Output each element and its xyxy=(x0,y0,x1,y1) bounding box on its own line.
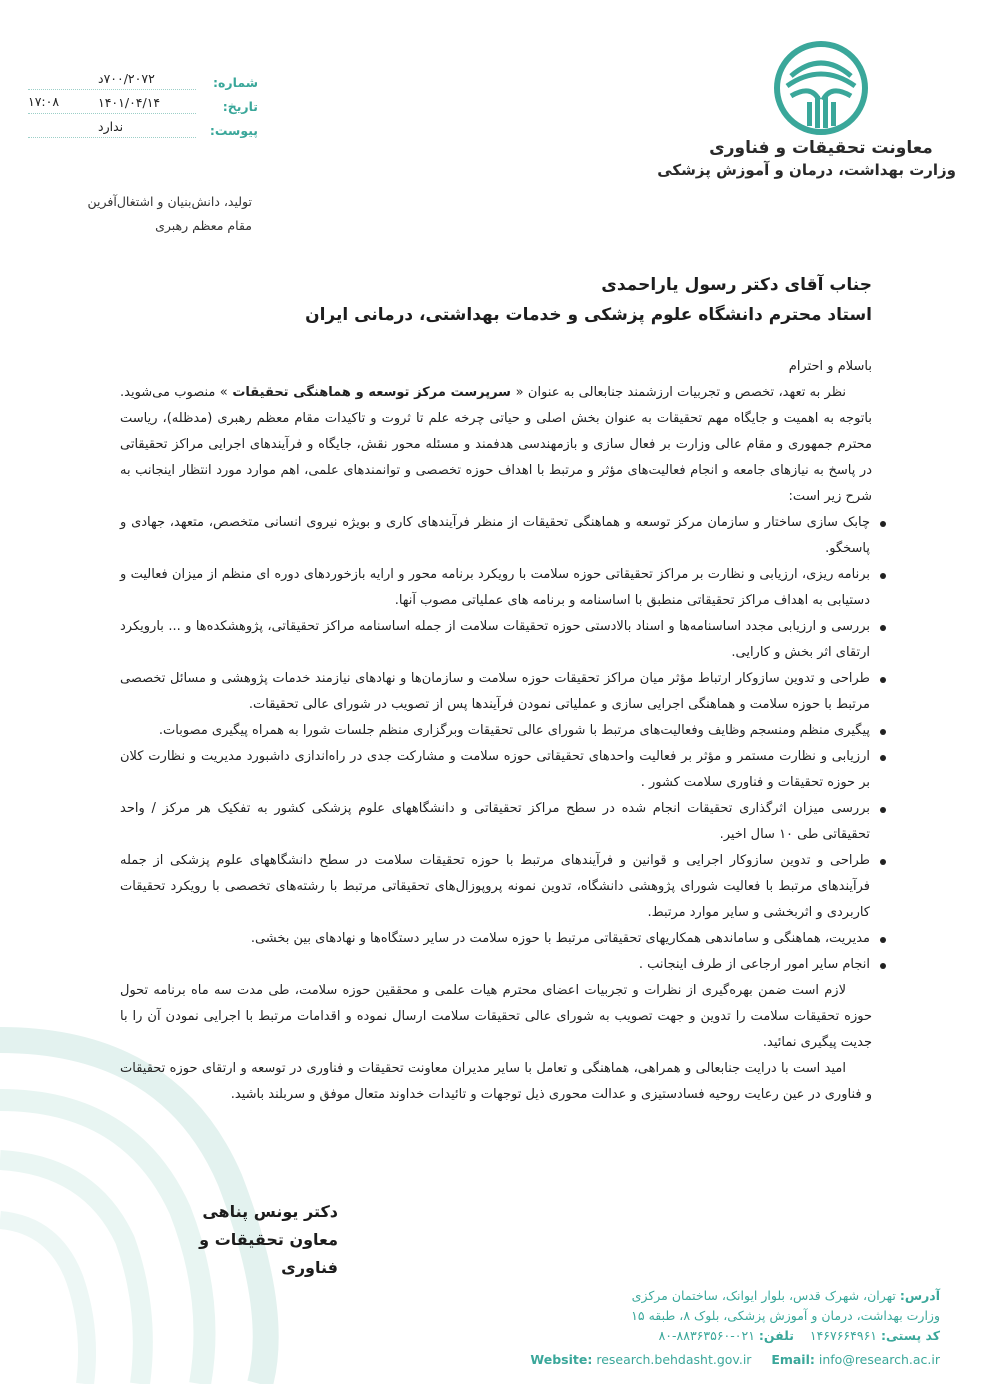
closing-paragraph-2: امید است با درایت جنابعالی و همراهی، هماهنگی و تعامل با سایر مدیران معاونت تحقیقات و فناوری در توسعه و ارتقای حوزه تحقیقات و فناوری در عین رعایت روحیه فسادستیزی و عدالت محوری ذیل توجهات و تائیدات خداوند متعال موفق و سربلند باشید. xyxy=(120,1061,872,1102)
attachment-value: ندارد xyxy=(28,118,196,138)
addressee-name: جناب آقای دکتر رسول یاراحمدی xyxy=(601,275,872,295)
organization-logo xyxy=(657,40,956,200)
list-item: طراحی و تدوین سازوکار اجرایی و قوانین و فرآیندهای مرتبط با حوزه تحقیقات سلامت در سطح دانشگاههای علوم پزشکی از جمله فرآیندهای مرتبط با فعالیت شورای پژوهشی دانشگاه، تدوین نمونه پروپوزال‌های تحقیقاتی مرتبط با رشته‌های تخصصی با رویکرد تحقیقات کاربردی و اثربخشی و سایر موارد مرتبط. xyxy=(120,848,872,926)
greeting: باسلام و احترام xyxy=(788,359,872,374)
bullet-icon xyxy=(880,677,886,683)
list-item: ارزیابی و نظارت مستمر و مؤثر بر فعالیت واحدهای تحقیقاتی حوزه سلامت و مشارکت جدی در راه‌اندازی داشبورد مدیریت و نظارت کلان بر حوزه تحقیقات و فناوری سلامت کشور . xyxy=(120,744,872,796)
tree-logo-icon xyxy=(761,40,881,136)
logo-subtitle: وزارت بهداشت، درمان و آموزش پزشکی xyxy=(657,161,956,179)
list-item: انجام سایر امور ارجاعی از طرف اینجانب . xyxy=(120,952,872,978)
bullet-icon xyxy=(880,807,886,813)
postal-phone-row xyxy=(520,1326,940,1346)
number-value: ۷۰۰/۲۰۷۲د xyxy=(28,70,196,90)
motto xyxy=(82,190,252,238)
intro-paragraph xyxy=(120,380,872,510)
website-link[interactable]: research.behdasht.gov.ir xyxy=(596,1352,752,1367)
footer xyxy=(520,1286,940,1370)
bullet-icon xyxy=(880,521,886,527)
phone-label: تلفن: xyxy=(758,1328,794,1343)
bullet-icon xyxy=(880,937,886,943)
motto-line: تولید، دانش‌بنیان و اشتغال‌آفرین xyxy=(87,194,252,209)
closing-paragraph-1: لازم است ضمن بهره‌گیری از نظرات و تجربیات اعضای محترم هیات علمی و محققین حوزه سلامت، طی مدت سه ماه برنامه تحول حوزه تحقیقات سلامت را تدوین و جهت تصویب به شورای عالی تحقیقات سلامت ارسال نموده و اقدامات مرتبط با اجرایی نمودن آن را با جدیت پیگیری نمائید. xyxy=(120,983,872,1050)
signature-block xyxy=(168,1198,338,1282)
bullet-icon xyxy=(880,859,886,865)
date-row xyxy=(28,90,258,114)
address-label: آدرس: xyxy=(899,1288,940,1303)
logo-title: معاونت تحقیقات و فناوری xyxy=(709,138,933,158)
list-item: طراحی و تدوین سازوکار ارتباط مؤثر میان مراکز تحقیقات حوزه سلامت و سازمان‌ها و نهادهای نیازمند خدمات پژوهشی و مسائل تخصصی مرتبط با حوزه سلامت و هماهنگی اجرایی سازی و عملیاتی نمودن فرآیندها پس از تصویب در شورای عالی تحقیقات. xyxy=(120,666,872,718)
bullet-icon xyxy=(880,729,886,735)
duties-list xyxy=(120,510,872,978)
list-item: برنامه ریزی، ارزیابی و نظارت بر مراکز تحقیقاتی حوزه سلامت با رویکرد برنامه محور و ارایه بازخوردهای دوره ای منظم از میزان فعالیت و دستیابی به اهداف مراکز تحقیقاتی منطبق با اساسنامه و برنامه های عملیاتی مصوب آنها. xyxy=(120,562,872,614)
bullet-icon xyxy=(880,755,886,761)
postal-value: ۱۴۶۷۶۶۴۹۶۱ xyxy=(809,1328,877,1343)
email-label: Email: xyxy=(771,1352,815,1367)
motto-source: مقام معظم رهبری xyxy=(155,218,252,233)
postal-label: کد پستی: xyxy=(880,1328,940,1343)
date-value: ۱۴۰۱/۰۴/۱۴ xyxy=(28,94,196,114)
address-line-1: آدرس: تهران، شهرک قدس، بلوار ایوانک، ساختمان مرکزی xyxy=(631,1288,940,1303)
phone-value: ۰۲۱-۸۸۳۶۳۵۶۰-۸۰ xyxy=(658,1328,755,1343)
list-item: مدیریت، هماهنگی و ساماندهی همکاریهای تحقیقاتی مرتبط با حوزه سلامت در سایر دستگاه‌ها و نهادهای بین بخشی. xyxy=(120,926,872,952)
list-item: پیگیری منظم ومنسجم وظایف وفعالیت‌های مرتبط با شورای عالی تحقیقات وبرگزاری منظم جلسات شورا به همراه پیگیری مصوبات. xyxy=(120,718,872,744)
list-item: بررسی و ارزیابی مجدد اساسنامه‌ها و اسناد بالادستی حوزه تحقیقات سلامت از جمله اساسنامه مراکز تحقیقاتی، پژوهشکده‌ها و ... بارویکرد ارتقای اثر بخش و کارایی. xyxy=(120,614,872,666)
intro-text-1: نظر به تعهد، تخصص و تجربیات ارزشمند جنابعالی به عنوان « xyxy=(515,385,846,400)
list-item: بررسی میزان اثرگذاری تحقیقات انجام شده در سطح مراکز تحقیقاتی و دانشگاههای علوم پزشکی کشور به تفکیک هر مرکز / واحد تحقیقاتی طی ۱۰ سال اخیر. xyxy=(120,796,872,848)
list-item: چابک سازی ساختار و سازمان مرکز توسعه و هماهنگی تحقیقات از منظر فرآیندهای کاری و بویژه نیروی انسانی متخصص، متعهد، جهادی و پاسخگو. xyxy=(120,510,872,562)
number-label: شماره: xyxy=(213,75,258,90)
addressee xyxy=(152,270,872,330)
web-email-row xyxy=(520,1350,940,1370)
attachment-row xyxy=(28,114,258,138)
bullet-icon xyxy=(880,625,886,631)
letter-meta xyxy=(28,66,258,138)
time-value: ۱۷:۰۸ xyxy=(28,94,60,109)
bullet-icon xyxy=(880,573,886,579)
letter-body xyxy=(120,354,872,1108)
address-line-2: وزارت بهداشت، درمان و آموزش پزشکی، بلوک ۸، طبقه ۱۵ xyxy=(631,1308,940,1323)
addressee-title: استاد محترم دانشگاه علوم پزشکی و خدمات بهداشتی، درمانی ایران xyxy=(305,305,872,325)
website-label: Website: xyxy=(530,1352,593,1367)
intro-text-2: » منصوب می‌شوید. باتوجه به اهمیت و جایگاه مهم تحقیقات به عنوان بخش اصلی و حیاتی چرخه علم تا ثروت و تاکیدات مقام معظم رهبری (مدظله)، ریاست محترم جمهوری و مقام عالی وزارت بر فعال سازی و بازمهندسی هدفمند و مسئله محور نقش، جایگاه و فرآیندهای اجرایی مراکز تحقیقاتی در پاسخ به نیازهای جامعه و انجام فعالیت‌های مؤثر و مرتبط با اهداف حوزه تخصصی و توانمندهای علمی، اهم موارد مورد انتظار اینجانب به شرح زیر است: xyxy=(120,385,872,504)
number-row xyxy=(28,66,258,90)
attachment-label: پیوست: xyxy=(209,123,258,138)
signatory-name: دکتر یونس پناهی xyxy=(202,1202,338,1221)
date-label: تاریخ: xyxy=(222,99,258,114)
email-link[interactable]: info@research.ac.ir xyxy=(818,1352,940,1367)
bullet-icon xyxy=(880,963,886,969)
position-title: سرپرست مرکز توسعه و هماهنگی تحقیقات xyxy=(227,385,516,400)
signatory-title: معاون تحقیقات و فناوری xyxy=(199,1230,338,1277)
